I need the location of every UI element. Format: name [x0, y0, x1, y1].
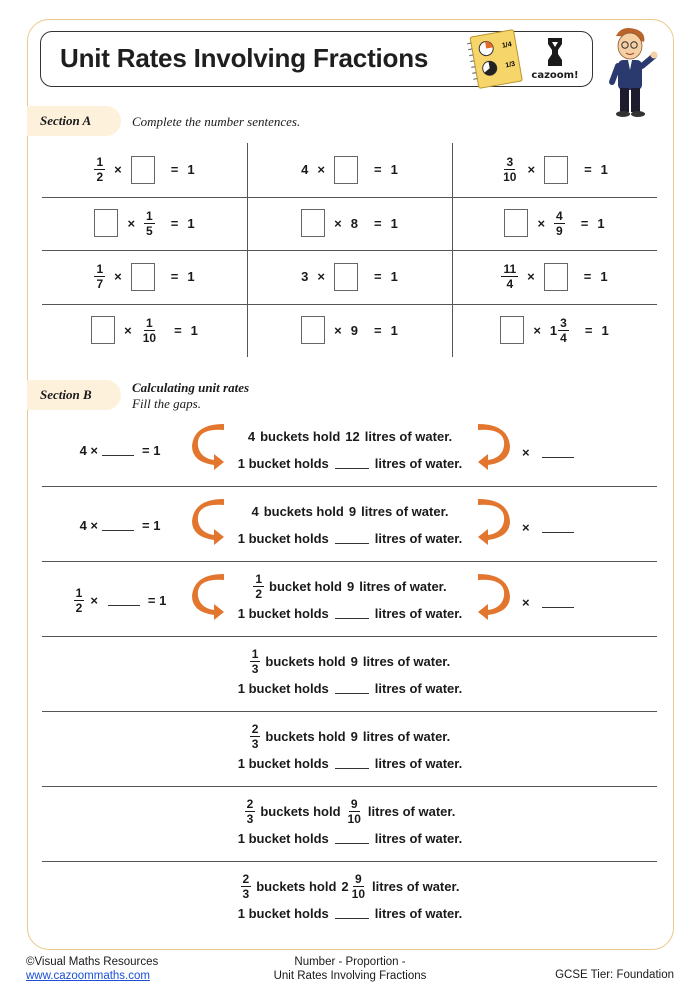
number-sentence — [42, 143, 247, 196]
fraction-denominator: 2 — [255, 586, 263, 601]
fraction — [558, 317, 569, 344]
answer-gap[interactable] — [335, 532, 369, 544]
fraction — [501, 263, 518, 290]
result-value: 1 — [600, 269, 608, 284]
times-sign: × — [522, 519, 530, 535]
statement-text: litres of water. — [374, 905, 463, 921]
fraction-denominator: 3 — [246, 811, 254, 826]
equals-sign: = — [374, 322, 382, 338]
unit-rate-statement — [140, 829, 560, 847]
statement-text: 1 bucket holds — [237, 680, 329, 696]
fraction-denominator: 3 — [242, 886, 250, 901]
equals-one: = 1 — [147, 592, 167, 608]
multiplier-fraction — [74, 587, 85, 614]
statement-text: litres of water. — [362, 653, 451, 669]
statement-text: 1 bucket holds — [237, 530, 329, 546]
statement-text: litres of water. — [374, 605, 463, 621]
row-divider — [42, 786, 657, 787]
statement-text: buckets hold — [260, 428, 341, 444]
rate-statement — [140, 721, 560, 751]
number-value: 4 — [301, 162, 309, 177]
section-a-tab: Section A — [27, 106, 121, 136]
rate-statement — [140, 871, 560, 901]
answer-gap[interactable] — [102, 519, 134, 531]
fraction-numerator: 2 — [246, 796, 254, 811]
bucket-quantity — [250, 723, 261, 750]
notebook-frac-1: 1/4 — [501, 41, 513, 50]
number-sentence — [42, 197, 247, 250]
number-sentence — [452, 143, 657, 196]
answer-box[interactable] — [91, 316, 115, 344]
statement-text: litres of water. — [374, 530, 463, 546]
result-value: 1 — [187, 162, 195, 177]
statement-text: buckets hold — [256, 878, 337, 894]
answer-box[interactable] — [544, 156, 568, 184]
multiplier-text: 4 × — [79, 517, 98, 533]
number-value: 3 — [301, 269, 309, 284]
answer-gap[interactable] — [542, 446, 574, 458]
result-value: 1 — [597, 215, 605, 231]
multiplier-equation — [60, 513, 180, 537]
number-sentence — [452, 304, 657, 357]
fraction-numerator: 1 — [96, 155, 104, 169]
statement-text: buckets hold — [265, 653, 346, 669]
section-b-instruction: Fill the gaps. — [132, 396, 201, 411]
times-sign: × — [522, 594, 530, 610]
result-value: 1 — [390, 269, 398, 284]
number-value: 9 — [350, 322, 358, 338]
fraction-denominator: 10 — [142, 330, 157, 345]
fraction-numerator: 1 — [96, 262, 104, 276]
times-sign: × — [533, 322, 541, 338]
row-divider — [42, 561, 657, 562]
row-divider — [42, 636, 657, 637]
equals-sign: = — [374, 215, 382, 231]
statement-text: buckets hold — [263, 503, 344, 519]
fraction-denominator: 9 — [556, 223, 563, 238]
answer-gap[interactable] — [102, 444, 134, 456]
statement-text: litres of water. — [359, 578, 447, 594]
curved-arrow-right-icon — [472, 424, 512, 470]
statement-text: litres of water. — [361, 503, 449, 519]
fraction-denominator: 2 — [96, 170, 104, 184]
litres-amount: 9 — [348, 503, 357, 519]
number-sentence — [42, 304, 247, 357]
fraction — [144, 210, 155, 237]
statement-text: 1 bucket holds — [237, 605, 329, 621]
times-sign: × — [317, 269, 325, 284]
equals-sign: = — [584, 162, 592, 177]
answer-box[interactable] — [94, 209, 118, 237]
litres-amount: 12 — [345, 428, 360, 444]
number-sentence — [247, 197, 452, 250]
footer-link[interactable]: www.cazoommaths.com — [26, 970, 150, 982]
times-sign: × — [334, 215, 342, 231]
fraction — [94, 156, 105, 183]
fraction-denominator: 10 — [503, 170, 517, 184]
times-sign: × — [527, 162, 536, 177]
bucket-quantity — [253, 573, 264, 600]
equals-sign: = — [580, 215, 589, 231]
statement-text: litres of water. — [374, 680, 463, 696]
mixed-number — [550, 317, 569, 344]
result-value: 1 — [390, 215, 398, 231]
answer-box[interactable] — [544, 263, 568, 291]
row-divider — [42, 711, 657, 712]
fraction-numerator: 9 — [350, 796, 358, 811]
logo-icon — [528, 34, 582, 70]
fraction-denominator: 4 — [506, 277, 514, 291]
equals-one: = 1 — [142, 442, 161, 458]
statement-text: litres of water. — [362, 728, 451, 744]
statement-text: litres of water. — [367, 803, 456, 819]
mascot-character-icon — [600, 22, 658, 122]
statement-text: litres of water. — [364, 428, 453, 444]
times-sign: × — [90, 592, 98, 608]
answer-box[interactable] — [131, 156, 155, 184]
rate-statement — [140, 646, 560, 676]
bucket-quantity — [245, 798, 256, 825]
equals-sign: = — [374, 269, 382, 284]
rate-statement — [140, 796, 560, 826]
row-divider — [42, 861, 657, 862]
bucket-quantity: 4 — [251, 503, 259, 519]
curved-arrow-left-icon — [190, 424, 230, 470]
statement-text: buckets hold — [265, 728, 346, 744]
answer-gap[interactable] — [335, 607, 369, 619]
statement-text: litres of water. — [374, 830, 463, 846]
times-sign: × — [527, 269, 535, 284]
curved-arrow-right-icon — [472, 499, 512, 545]
fraction-numerator: 1 — [75, 585, 83, 600]
bucket-quantity — [241, 873, 252, 900]
multiplier-text: 4 × — [79, 442, 98, 458]
fraction-numerator: 1 — [146, 315, 153, 330]
answer-box[interactable] — [301, 316, 325, 344]
statement-text: litres of water. — [374, 755, 463, 771]
result-value: 1 — [601, 322, 609, 338]
answer-gap[interactable] — [335, 757, 369, 769]
answer-gap[interactable] — [108, 594, 140, 606]
litres-amount — [346, 798, 363, 825]
litres-amount: 9 — [350, 653, 358, 669]
answer-box[interactable] — [334, 156, 358, 184]
fraction-numerator: 2 — [251, 721, 259, 736]
fraction — [141, 317, 158, 344]
fraction-numerator: 9 — [354, 871, 362, 886]
times-sign: × — [114, 269, 122, 284]
fraction-numerator: 1 — [146, 208, 153, 223]
litres-amount: 9 — [350, 728, 358, 744]
litres-amount: 9 — [346, 578, 355, 594]
times-sign: × — [522, 444, 530, 460]
right-multiplier — [522, 442, 592, 462]
answer-box[interactable] — [334, 263, 358, 291]
times-sign: × — [537, 215, 546, 231]
fraction-denominator: 2 — [75, 600, 83, 615]
times-sign: × — [317, 162, 325, 177]
statement-text: 1 bucket holds — [237, 830, 329, 846]
section-a-instruction: Complete the number sentences. — [132, 114, 301, 129]
number-sentence — [452, 197, 657, 250]
fraction-denominator: 10 — [351, 886, 366, 901]
curved-arrow-left-icon — [190, 574, 230, 620]
result-value: 1 — [390, 162, 398, 177]
fraction-numerator: 11 — [503, 262, 517, 276]
answer-box[interactable] — [504, 209, 528, 237]
page-title: Unit Rates Involving Fractions — [60, 43, 429, 73]
notebook-frac-2: 1/3 — [504, 60, 516, 70]
result-value: 1 — [187, 215, 195, 231]
answer-gap[interactable] — [335, 832, 369, 844]
row-divider — [42, 486, 657, 487]
number-sentence — [247, 304, 452, 357]
fraction — [554, 210, 565, 237]
fraction-denominator: 3 — [251, 736, 259, 751]
fraction — [501, 156, 518, 183]
grid-column-divider — [452, 143, 453, 357]
equals-sign: = — [170, 215, 179, 231]
number-sentence — [452, 250, 657, 303]
footer-tier: GCSE Tier: Foundation — [555, 969, 674, 981]
fraction-numerator: 3 — [560, 315, 567, 330]
times-sign: × — [124, 322, 132, 338]
answer-gap[interactable] — [542, 596, 574, 608]
grid-column-divider — [247, 143, 248, 357]
result-value: 1 — [190, 322, 198, 338]
fraction-denominator: 7 — [96, 277, 104, 291]
footer-copyright: ©Visual Maths Resources www.cazoommaths.com — [26, 956, 159, 982]
right-multiplier — [522, 517, 592, 537]
fraction-numerator: 2 — [242, 871, 250, 886]
fraction-numerator: 3 — [506, 155, 514, 169]
fraction-denominator: 3 — [251, 661, 259, 676]
statement-text: 1 bucket holds — [237, 455, 329, 471]
number-sentence — [247, 250, 452, 303]
statement-text: litres of water. — [374, 455, 463, 471]
number-sentence — [247, 143, 452, 196]
unit-rate-statement — [140, 904, 560, 922]
statement-text: bucket hold — [269, 578, 342, 594]
equals-sign: = — [584, 322, 593, 338]
answer-box[interactable] — [500, 316, 524, 344]
mixed-whole: 1 — [549, 322, 558, 338]
litres-amount — [350, 873, 367, 900]
statement-text: 1 bucket holds — [237, 755, 329, 771]
answer-gap[interactable] — [335, 907, 369, 919]
answer-box[interactable] — [131, 263, 155, 291]
cazoom-logo: cazoom! — [528, 34, 582, 84]
notebook-icon — [466, 27, 526, 89]
answer-box[interactable] — [301, 209, 325, 237]
result-value: 1 — [600, 162, 608, 177]
section-b-tab: Section B — [27, 380, 121, 410]
answer-gap[interactable] — [542, 521, 574, 533]
fraction-denominator: 4 — [560, 330, 567, 345]
equals-one: = 1 — [142, 517, 161, 533]
number-sentence — [42, 250, 247, 303]
fraction-numerator: 1 — [255, 571, 263, 586]
equals-sign: = — [170, 162, 179, 177]
section-b-heading: Calculating unit rates — [132, 380, 250, 395]
statement-text: litres of water. — [372, 878, 460, 894]
multiplier-equation — [60, 438, 180, 462]
equals-sign: = — [583, 269, 592, 284]
statement-text: buckets hold — [260, 803, 341, 819]
curved-arrow-left-icon — [190, 499, 230, 545]
bucket-quantity: 4 — [247, 428, 256, 444]
times-sign: × — [127, 215, 136, 231]
fraction-numerator: 4 — [556, 208, 563, 223]
equals-sign: = — [174, 322, 182, 338]
multiplier-equation — [60, 585, 180, 615]
bucket-quantity — [250, 648, 261, 675]
answer-gap[interactable] — [335, 457, 369, 469]
fraction — [94, 263, 105, 290]
result-value: 1 — [187, 269, 195, 284]
times-sign: × — [114, 162, 122, 177]
fraction-denominator: 10 — [347, 811, 361, 826]
unit-rate-statement — [140, 679, 560, 697]
equals-sign: = — [170, 269, 179, 284]
curved-arrow-right-icon — [472, 574, 512, 620]
number-value: 8 — [350, 215, 358, 231]
litres-whole: 2 — [341, 878, 349, 894]
unit-rate-statement — [140, 754, 560, 772]
equals-sign: = — [374, 162, 382, 177]
statement-text: 1 bucket holds — [237, 905, 329, 921]
result-value: 1 — [390, 322, 398, 338]
footer-topic: Number - Proportion - Unit Rates Involving Fractions — [273, 956, 427, 982]
right-multiplier — [522, 592, 592, 612]
fraction-numerator: 1 — [251, 646, 259, 661]
times-sign: × — [334, 322, 342, 338]
fraction-denominator: 5 — [146, 223, 153, 238]
answer-gap[interactable] — [335, 682, 369, 694]
